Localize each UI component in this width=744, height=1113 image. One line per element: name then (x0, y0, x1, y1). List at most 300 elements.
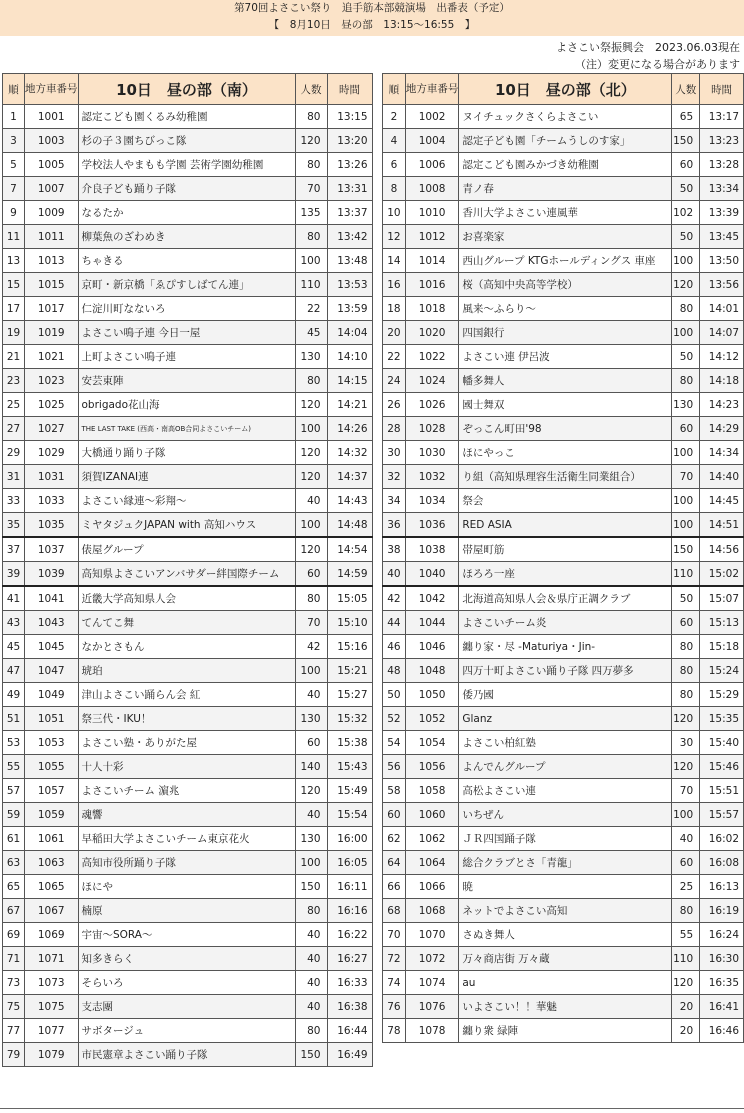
code-cell: 1074 (405, 971, 459, 995)
time-cell: 13:42 (327, 225, 372, 249)
team-name-cell: 高知市役所踊り子隊 (78, 851, 295, 875)
team-name-cell: 上町よさこい鳴子連 (78, 345, 295, 369)
order-cell: 2 (383, 105, 406, 129)
code-cell: 1011 (25, 225, 79, 249)
order-cell: 55 (3, 755, 25, 779)
time-cell: 14:45 (700, 489, 744, 513)
team-name-cell: よさこい縁連～彩翔～ (78, 489, 295, 513)
time-cell: 16:02 (700, 827, 744, 851)
code-cell: 1006 (405, 153, 459, 177)
table-row (383, 875, 744, 899)
table-row (383, 899, 744, 923)
team-name-cell: 須賀IZANAI連 (78, 465, 295, 489)
team-name-cell: 知多きらく (78, 947, 295, 971)
team-name-cell: 介良子ども踊り子隊 (78, 177, 295, 201)
col-order: 順 (3, 74, 25, 105)
col-count: 人数 (672, 74, 700, 105)
count-cell: 40 (295, 489, 327, 513)
count-cell: 60 (672, 611, 700, 635)
time-cell: 13:53 (327, 273, 372, 297)
code-cell: 1004 (405, 129, 459, 153)
table-row (383, 129, 744, 153)
team-name-cell: 桜（高知中央高等学校） (459, 273, 672, 297)
time-cell: 16:08 (700, 851, 744, 875)
code-cell: 1067 (25, 899, 79, 923)
order-cell: 34 (383, 489, 406, 513)
table-row (3, 345, 373, 369)
code-cell: 1050 (405, 683, 459, 707)
time-cell: 14:32 (327, 441, 372, 465)
order-cell: 44 (383, 611, 406, 635)
team-name-cell: お喜楽家 (459, 225, 672, 249)
time-cell: 15:02 (700, 562, 744, 587)
code-cell: 1030 (405, 441, 459, 465)
count-cell: 100 (295, 851, 327, 875)
table-row (3, 201, 373, 225)
team-name-cell: ミヤタジュクJAPAN with 高知ハウス (78, 513, 295, 538)
order-cell: 35 (3, 513, 25, 538)
code-cell: 1060 (405, 803, 459, 827)
order-cell: 1 (3, 105, 25, 129)
count-cell: 40 (295, 923, 327, 947)
table-row (3, 875, 373, 899)
bottom-rule (0, 1108, 744, 1109)
team-name-cell: よさこいチーム炎 (459, 611, 672, 635)
count-cell: 120 (672, 971, 700, 995)
order-cell: 49 (3, 683, 25, 707)
table-row (383, 995, 744, 1019)
time-cell: 16:49 (327, 1043, 372, 1067)
code-cell: 1066 (405, 875, 459, 899)
table-row (3, 273, 373, 297)
team-name-cell: 國士舞双 (459, 393, 672, 417)
time-cell: 13:39 (700, 201, 744, 225)
code-cell: 1073 (25, 971, 79, 995)
code-cell: 1008 (405, 177, 459, 201)
count-cell: 80 (672, 659, 700, 683)
code-cell: 1072 (405, 947, 459, 971)
code-cell: 1075 (25, 995, 79, 1019)
order-cell: 28 (383, 417, 406, 441)
south-header-row (3, 74, 373, 105)
team-name-cell: 津山よさこい踊らん会 紅 (78, 683, 295, 707)
count-cell: 100 (295, 659, 327, 683)
time-cell: 14:15 (327, 369, 372, 393)
team-name-cell: ほろろ一座 (459, 562, 672, 587)
team-name-cell: 早稲田大学よさこいチーム東京花火 (78, 827, 295, 851)
time-cell: 15:24 (700, 659, 744, 683)
count-cell: 150 (672, 129, 700, 153)
time-cell: 14:37 (327, 465, 372, 489)
time-cell: 13:34 (700, 177, 744, 201)
time-cell: 14:34 (700, 441, 744, 465)
count-cell: 40 (295, 971, 327, 995)
order-cell: 14 (383, 249, 406, 273)
order-cell: 36 (383, 513, 406, 538)
order-cell: 19 (3, 321, 25, 345)
code-cell: 1016 (405, 273, 459, 297)
count-cell: 100 (672, 489, 700, 513)
table-row (383, 345, 744, 369)
time-cell: 16:27 (327, 947, 372, 971)
time-cell: 16:24 (700, 923, 744, 947)
team-name-cell: 総合クラブとさ「青龍」 (459, 851, 672, 875)
time-cell: 15:13 (700, 611, 744, 635)
count-cell: 120 (672, 273, 700, 297)
team-name-cell: いちぜん (459, 803, 672, 827)
count-cell: 42 (295, 635, 327, 659)
order-cell: 75 (3, 995, 25, 1019)
order-cell: 4 (383, 129, 406, 153)
order-cell: 33 (3, 489, 25, 513)
count-cell: 110 (295, 273, 327, 297)
table-row (383, 923, 744, 947)
time-cell: 13:31 (327, 177, 372, 201)
table-row (383, 465, 744, 489)
table-row (3, 995, 373, 1019)
table-row (3, 321, 373, 345)
order-cell: 48 (383, 659, 406, 683)
count-cell: 25 (672, 875, 700, 899)
order-cell: 10 (383, 201, 406, 225)
team-name-cell: り組（高知県理容生活衛生同業組合） (459, 465, 672, 489)
table-row (3, 683, 373, 707)
team-name-cell: ネットでよさこい高知 (459, 899, 672, 923)
organizer-date: よさこい祭振興会 2023.06.03現在 (556, 41, 740, 54)
count-cell: 130 (295, 827, 327, 851)
code-cell: 1038 (405, 537, 459, 562)
code-cell: 1057 (25, 779, 79, 803)
table-row (383, 249, 744, 273)
table-row (383, 755, 744, 779)
count-cell: 40 (295, 947, 327, 971)
table-row (383, 105, 744, 129)
time-cell: 13:48 (327, 249, 372, 273)
team-name-cell: 暁 (459, 875, 672, 899)
code-cell: 1024 (405, 369, 459, 393)
order-cell: 64 (383, 851, 406, 875)
code-cell: 1040 (405, 562, 459, 587)
code-cell: 1012 (405, 225, 459, 249)
code-cell: 1059 (25, 803, 79, 827)
table-row (383, 441, 744, 465)
team-name-cell: そらいろ (78, 971, 295, 995)
code-cell: 1068 (405, 899, 459, 923)
time-cell: 14:26 (327, 417, 372, 441)
table-row (3, 659, 373, 683)
team-name-cell: サボタージュ (78, 1019, 295, 1043)
order-cell: 24 (383, 369, 406, 393)
table-row (383, 971, 744, 995)
order-cell: 12 (383, 225, 406, 249)
code-cell: 1041 (25, 586, 79, 611)
count-cell: 80 (672, 899, 700, 923)
order-cell: 59 (3, 803, 25, 827)
team-name-cell: 市民憲章よさこい踊り子隊 (78, 1043, 295, 1067)
team-name-cell: ＪＲ四国踊子隊 (459, 827, 672, 851)
team-name-cell: よさこいチーム 濵兆 (78, 779, 295, 803)
col-time: 時間 (327, 74, 372, 105)
count-cell: 20 (672, 995, 700, 1019)
table-row (3, 923, 373, 947)
code-cell: 1039 (25, 562, 79, 587)
count-cell: 70 (672, 779, 700, 803)
count-cell: 50 (672, 586, 700, 611)
table-row (3, 465, 373, 489)
time-cell: 13:37 (327, 201, 372, 225)
team-name-cell: さぬき舞人 (459, 923, 672, 947)
order-cell: 67 (3, 899, 25, 923)
time-cell: 15:54 (327, 803, 372, 827)
time-cell: 13:45 (700, 225, 744, 249)
time-cell: 13:59 (327, 297, 372, 321)
order-cell: 74 (383, 971, 406, 995)
table-row (3, 779, 373, 803)
team-name-cell: よんでんグループ (459, 755, 672, 779)
time-cell: 16:46 (700, 1019, 744, 1043)
team-name-cell: 祭三代・IKU！ (78, 707, 295, 731)
time-cell: 15:40 (700, 731, 744, 755)
time-cell: 15:21 (327, 659, 372, 683)
team-name-cell: 京町・新京橋「ゑぴすしばてん連」 (78, 273, 295, 297)
time-cell: 16:41 (700, 995, 744, 1019)
team-name-cell: 安芸東陣 (78, 369, 295, 393)
table-row (3, 562, 373, 587)
time-cell: 13:56 (700, 273, 744, 297)
table-row (3, 755, 373, 779)
time-cell: 15:05 (327, 586, 372, 611)
order-cell: 46 (383, 635, 406, 659)
order-cell: 25 (3, 393, 25, 417)
count-cell: 80 (672, 369, 700, 393)
table-row (383, 827, 744, 851)
time-cell: 16:38 (327, 995, 372, 1019)
team-name-cell: 俵屋グループ (78, 537, 295, 562)
count-cell: 150 (295, 1043, 327, 1067)
table-row (383, 513, 744, 538)
code-cell: 1079 (25, 1043, 79, 1067)
table-row (383, 225, 744, 249)
code-cell: 1018 (405, 297, 459, 321)
team-name-cell: 倭乃國 (459, 683, 672, 707)
count-cell: 120 (295, 441, 327, 465)
code-cell: 1031 (25, 465, 79, 489)
code-cell: 1005 (25, 153, 79, 177)
time-cell: 16:00 (327, 827, 372, 851)
table-row (3, 1019, 373, 1043)
table-row (383, 586, 744, 611)
time-cell: 14:29 (700, 417, 744, 441)
order-cell: 71 (3, 947, 25, 971)
count-cell: 100 (672, 321, 700, 345)
time-cell: 16:05 (327, 851, 372, 875)
time-cell: 14:18 (700, 369, 744, 393)
count-cell: 70 (295, 177, 327, 201)
time-cell: 16:16 (327, 899, 372, 923)
count-cell: 80 (672, 635, 700, 659)
time-cell: 14:54 (327, 537, 372, 562)
time-cell: 15:35 (700, 707, 744, 731)
team-name-cell: よさこい連 伊呂波 (459, 345, 672, 369)
team-name-cell: 高松よさこい連 (459, 779, 672, 803)
order-cell: 18 (383, 297, 406, 321)
order-cell: 78 (383, 1019, 406, 1043)
team-name-cell: 杉の子３園ちびっこ隊 (78, 129, 295, 153)
time-cell: 14:23 (700, 393, 744, 417)
order-cell: 76 (383, 995, 406, 1019)
team-name-cell: なるたか (78, 201, 295, 225)
count-cell: 80 (295, 899, 327, 923)
code-cell: 1058 (405, 779, 459, 803)
count-cell: 50 (672, 225, 700, 249)
order-cell: 38 (383, 537, 406, 562)
order-cell: 29 (3, 441, 25, 465)
team-name-cell: 纏り衆 緑陣 (459, 1019, 672, 1043)
table-row (383, 321, 744, 345)
count-cell: 60 (295, 562, 327, 587)
count-cell: 80 (295, 105, 327, 129)
code-cell: 1048 (405, 659, 459, 683)
code-cell: 1065 (25, 875, 79, 899)
code-cell: 1014 (405, 249, 459, 273)
order-cell: 17 (3, 297, 25, 321)
south-schedule-table (2, 73, 373, 1067)
count-cell: 40 (295, 995, 327, 1019)
count-cell: 110 (672, 562, 700, 587)
order-cell: 7 (3, 177, 25, 201)
table-row (3, 827, 373, 851)
code-cell: 1013 (25, 249, 79, 273)
table-row (383, 537, 744, 562)
count-cell: 65 (672, 105, 700, 129)
count-cell: 120 (672, 707, 700, 731)
count-cell: 100 (672, 803, 700, 827)
order-cell: 62 (383, 827, 406, 851)
code-cell: 1052 (405, 707, 459, 731)
team-name-cell: 宇宙～SORA～ (78, 923, 295, 947)
table-row (383, 731, 744, 755)
team-name-cell: ぞっこん町田'98 (459, 417, 672, 441)
time-cell: 15:38 (327, 731, 372, 755)
table-row (3, 635, 373, 659)
code-cell: 1078 (405, 1019, 459, 1043)
table-row (3, 225, 373, 249)
table-row (383, 393, 744, 417)
code-cell: 1021 (25, 345, 79, 369)
time-cell: 15:32 (327, 707, 372, 731)
code-cell: 1062 (405, 827, 459, 851)
order-cell: 13 (3, 249, 25, 273)
time-cell: 15:57 (700, 803, 744, 827)
order-cell: 15 (3, 273, 25, 297)
team-name-cell: 認定こども園くるみ幼稚園 (78, 105, 295, 129)
order-cell: 60 (383, 803, 406, 827)
order-cell: 9 (3, 201, 25, 225)
code-cell: 1070 (405, 923, 459, 947)
col-count: 人数 (295, 74, 327, 105)
time-cell: 16:19 (700, 899, 744, 923)
table-row (383, 707, 744, 731)
time-cell: 13:20 (327, 129, 372, 153)
order-cell: 72 (383, 947, 406, 971)
time-cell: 14:12 (700, 345, 744, 369)
time-cell: 13:28 (700, 153, 744, 177)
order-cell: 16 (383, 273, 406, 297)
team-name-cell: 大橋通り踊り子隊 (78, 441, 295, 465)
code-cell: 1037 (25, 537, 79, 562)
time-cell: 16:13 (700, 875, 744, 899)
team-name-cell: 琥珀 (78, 659, 295, 683)
table-row (3, 707, 373, 731)
table-row (383, 779, 744, 803)
time-cell: 15:10 (327, 611, 372, 635)
order-cell: 31 (3, 465, 25, 489)
order-cell: 63 (3, 851, 25, 875)
count-cell: 120 (295, 537, 327, 562)
count-cell: 130 (295, 707, 327, 731)
code-cell: 1010 (405, 201, 459, 225)
time-cell: 13:17 (700, 105, 744, 129)
team-name-cell: 四万十町よさこい踊り子隊 四万夢多 (459, 659, 672, 683)
count-cell: 150 (295, 875, 327, 899)
count-cell: 120 (672, 755, 700, 779)
count-cell: 100 (672, 249, 700, 273)
team-name-cell: てんてこ舞 (78, 611, 295, 635)
order-cell: 56 (383, 755, 406, 779)
table-row (383, 369, 744, 393)
code-cell: 1046 (405, 635, 459, 659)
count-cell: 80 (295, 153, 327, 177)
order-cell: 21 (3, 345, 25, 369)
time-cell: 14:10 (327, 345, 372, 369)
col-code: 地方車番号 (25, 74, 79, 105)
order-cell: 45 (3, 635, 25, 659)
count-cell: 22 (295, 297, 327, 321)
table-row (3, 731, 373, 755)
table-row (3, 971, 373, 995)
code-cell: 1001 (25, 105, 79, 129)
order-cell: 53 (3, 731, 25, 755)
col-time: 時間 (700, 74, 744, 105)
col-order: 順 (383, 74, 406, 105)
code-cell: 1027 (25, 417, 79, 441)
team-name-cell: 風来～ふらり～ (459, 297, 672, 321)
table-row (3, 611, 373, 635)
count-cell: 100 (295, 513, 327, 538)
team-name-cell: 十人十彩 (78, 755, 295, 779)
count-cell: 40 (295, 683, 327, 707)
team-name-cell: 学校法人やまもも学園 芸術学園幼稚園 (78, 153, 295, 177)
table-row (3, 417, 373, 441)
code-cell: 1063 (25, 851, 79, 875)
code-cell: 1023 (25, 369, 79, 393)
time-cell: 14:56 (700, 537, 744, 562)
table-row (383, 153, 744, 177)
table-row (383, 803, 744, 827)
table-row (3, 153, 373, 177)
time-cell: 16:11 (327, 875, 372, 899)
order-cell: 66 (383, 875, 406, 899)
order-cell: 30 (383, 441, 406, 465)
time-cell: 14:40 (700, 465, 744, 489)
team-name-cell: 纏り家・尽 -Maturiya・Jin- (459, 635, 672, 659)
code-cell: 1042 (405, 586, 459, 611)
table-row (3, 851, 373, 875)
code-cell: 1071 (25, 947, 79, 971)
table-row (3, 441, 373, 465)
count-cell: 20 (672, 1019, 700, 1043)
code-cell: 1034 (405, 489, 459, 513)
